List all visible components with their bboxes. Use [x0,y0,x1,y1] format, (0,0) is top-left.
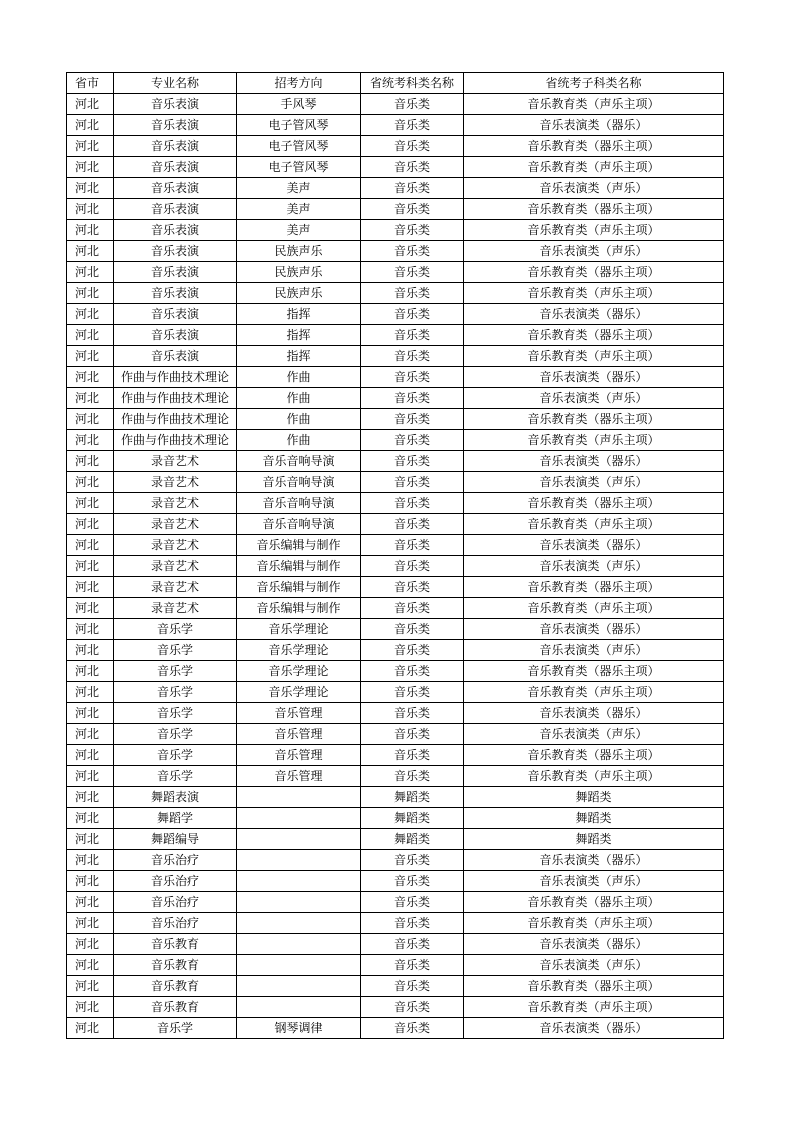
cell-province: 河北 [67,178,114,199]
cell-exam-subcategory: 音乐教育类（声乐主项） [464,157,724,178]
cell-direction: 音乐音响导演 [237,451,361,472]
cell-exam-category: 音乐类 [361,367,464,388]
cell-province: 河北 [67,997,114,1018]
cell-major: 音乐治疗 [114,871,237,892]
cell-exam-category: 音乐类 [361,94,464,115]
table-row [67,997,724,1018]
cell-major: 作曲与作曲技术理论 [114,367,237,388]
cell-exam-subcategory: 音乐表演类（声乐） [464,178,724,199]
table-row [67,94,724,115]
enrollment-table [66,72,724,1039]
cell-direction: 音乐管理 [237,766,361,787]
cell-exam-category: 舞蹈类 [361,808,464,829]
table-row [67,640,724,661]
table-row [67,892,724,913]
table-row [67,304,724,325]
cell-exam-category: 音乐类 [361,115,464,136]
cell-major: 音乐表演 [114,178,237,199]
table-row [67,262,724,283]
cell-province: 河北 [67,346,114,367]
cell-province: 河北 [67,976,114,997]
cell-exam-category: 音乐类 [361,220,464,241]
table-row [67,283,724,304]
cell-province: 河北 [67,94,114,115]
cell-direction: 作曲 [237,430,361,451]
cell-exam-category: 音乐类 [361,619,464,640]
cell-exam-subcategory: 音乐表演类（器乐） [464,535,724,556]
cell-province: 河北 [67,640,114,661]
cell-exam-subcategory: 音乐表演类（声乐） [464,388,724,409]
cell-exam-category: 音乐类 [361,451,464,472]
cell-province: 河北 [67,472,114,493]
table-row [67,556,724,577]
cell-major: 录音艺术 [114,535,237,556]
cell-direction: 作曲 [237,409,361,430]
cell-exam-category: 音乐类 [361,556,464,577]
cell-major: 音乐学 [114,682,237,703]
cell-exam-subcategory: 音乐教育类（声乐主项） [464,766,724,787]
cell-direction: 音乐管理 [237,703,361,724]
cell-province: 河北 [67,556,114,577]
cell-exam-subcategory: 音乐教育类（器乐主项） [464,493,724,514]
table-body [67,94,724,1039]
cell-direction: 民族声乐 [237,241,361,262]
table-row [67,808,724,829]
table-row [67,472,724,493]
cell-exam-category: 音乐类 [361,724,464,745]
cell-direction: 电子管风琴 [237,136,361,157]
table-row [67,1018,724,1039]
cell-major: 舞蹈编导 [114,829,237,850]
cell-exam-subcategory: 音乐教育类（声乐主项） [464,514,724,535]
cell-exam-subcategory: 音乐教育类（器乐主项） [464,745,724,766]
cell-major: 舞蹈学 [114,808,237,829]
cell-exam-subcategory: 音乐教育类（器乐主项） [464,976,724,997]
cell-exam-category: 音乐类 [361,766,464,787]
cell-direction: 音乐学理论 [237,661,361,682]
cell-exam-category: 音乐类 [361,472,464,493]
cell-direction: 作曲 [237,388,361,409]
cell-exam-subcategory: 音乐教育类（器乐主项） [464,577,724,598]
table-row [67,136,724,157]
cell-exam-subcategory: 音乐教育类（声乐主项） [464,220,724,241]
cell-exam-category: 音乐类 [361,325,464,346]
cell-direction [237,913,361,934]
cell-province: 河北 [67,199,114,220]
cell-direction: 指挥 [237,325,361,346]
cell-exam-subcategory: 音乐教育类（器乐主项） [464,136,724,157]
cell-province: 河北 [67,136,114,157]
cell-direction: 音乐编辑与制作 [237,556,361,577]
table-row [67,682,724,703]
cell-exam-category: 音乐类 [361,430,464,451]
cell-province: 河北 [67,535,114,556]
table-row [67,619,724,640]
cell-major: 音乐表演 [114,283,237,304]
cell-direction [237,892,361,913]
cell-direction [237,997,361,1018]
cell-direction: 音乐管理 [237,745,361,766]
table-row [67,430,724,451]
cell-major: 录音艺术 [114,451,237,472]
cell-exam-category: 音乐类 [361,157,464,178]
cell-major: 录音艺术 [114,514,237,535]
cell-major: 音乐表演 [114,94,237,115]
cell-major: 音乐教育 [114,955,237,976]
cell-direction: 美声 [237,178,361,199]
cell-major: 音乐表演 [114,220,237,241]
cell-exam-category: 音乐类 [361,661,464,682]
cell-major: 音乐学 [114,724,237,745]
cell-major: 音乐治疗 [114,892,237,913]
cell-province: 河北 [67,304,114,325]
cell-province: 河北 [67,514,114,535]
cell-direction: 美声 [237,199,361,220]
table-row [67,871,724,892]
cell-direction: 指挥 [237,304,361,325]
cell-province: 河北 [67,451,114,472]
cell-exam-subcategory: 音乐表演类（声乐） [464,556,724,577]
cell-direction [237,976,361,997]
table-row [67,451,724,472]
cell-direction: 音乐编辑与制作 [237,577,361,598]
cell-direction: 电子管风琴 [237,157,361,178]
cell-direction: 民族声乐 [237,262,361,283]
cell-exam-subcategory: 音乐教育类（器乐主项） [464,661,724,682]
cell-direction: 音乐管理 [237,724,361,745]
cell-direction: 手风琴 [237,94,361,115]
header-exam-category: 省统考科类名称 [361,73,464,94]
table-row [67,934,724,955]
cell-direction: 美声 [237,220,361,241]
table-row [67,976,724,997]
cell-exam-subcategory: 音乐教育类（器乐主项） [464,409,724,430]
cell-major: 音乐表演 [114,346,237,367]
cell-province: 河北 [67,409,114,430]
cell-exam-category: 音乐类 [361,682,464,703]
cell-major: 音乐治疗 [114,850,237,871]
cell-direction: 音乐学理论 [237,640,361,661]
cell-exam-subcategory: 音乐表演类（器乐） [464,703,724,724]
table-row [67,850,724,871]
cell-exam-subcategory: 音乐表演类（器乐） [464,934,724,955]
cell-major: 音乐教育 [114,997,237,1018]
table-row [67,913,724,934]
cell-exam-category: 音乐类 [361,976,464,997]
cell-direction: 音乐编辑与制作 [237,598,361,619]
cell-direction [237,787,361,808]
cell-exam-subcategory: 音乐教育类（器乐主项） [464,262,724,283]
cell-exam-subcategory: 音乐教育类（声乐主项） [464,430,724,451]
cell-exam-category: 音乐类 [361,745,464,766]
cell-exam-subcategory: 音乐表演类（器乐） [464,1018,724,1039]
cell-major: 音乐学 [114,766,237,787]
cell-province: 河北 [67,766,114,787]
cell-exam-category: 音乐类 [361,913,464,934]
cell-province: 河北 [67,745,114,766]
cell-province: 河北 [67,241,114,262]
table-row [67,955,724,976]
cell-exam-category: 音乐类 [361,199,464,220]
table-row [67,220,724,241]
cell-major: 音乐学 [114,703,237,724]
cell-direction [237,871,361,892]
cell-province: 河北 [67,934,114,955]
table-row [67,388,724,409]
table-row [67,577,724,598]
cell-major: 音乐学 [114,640,237,661]
cell-exam-subcategory: 音乐表演类（声乐） [464,871,724,892]
table-row [67,535,724,556]
cell-major: 音乐表演 [114,241,237,262]
cell-exam-category: 音乐类 [361,346,464,367]
cell-province: 河北 [67,262,114,283]
cell-province: 河北 [67,325,114,346]
cell-exam-category: 音乐类 [361,892,464,913]
cell-major: 作曲与作曲技术理论 [114,388,237,409]
header-province: 省市 [67,73,114,94]
cell-major: 音乐表演 [114,304,237,325]
cell-major: 音乐教育 [114,934,237,955]
cell-exam-subcategory: 音乐表演类（器乐） [464,451,724,472]
cell-province: 河北 [67,430,114,451]
cell-exam-subcategory: 音乐教育类（声乐主项） [464,346,724,367]
cell-exam-subcategory: 音乐教育类（声乐主项） [464,913,724,934]
cell-exam-subcategory: 音乐教育类（器乐主项） [464,892,724,913]
cell-direction: 钢琴调律 [237,1018,361,1039]
cell-direction [237,808,361,829]
cell-major: 音乐表演 [114,115,237,136]
cell-major: 作曲与作曲技术理论 [114,430,237,451]
table-row [67,115,724,136]
cell-province: 河北 [67,115,114,136]
cell-major: 音乐表演 [114,157,237,178]
cell-exam-category: 音乐类 [361,409,464,430]
table-row [67,325,724,346]
table-row [67,598,724,619]
table-row [67,199,724,220]
cell-exam-subcategory: 音乐表演类（器乐） [464,304,724,325]
header-direction: 招考方向 [237,73,361,94]
cell-province: 河北 [67,367,114,388]
cell-province: 河北 [67,157,114,178]
cell-exam-category: 音乐类 [361,955,464,976]
cell-province: 河北 [67,871,114,892]
cell-direction [237,850,361,871]
cell-major: 音乐表演 [114,325,237,346]
cell-direction: 音乐音响导演 [237,514,361,535]
cell-major: 舞蹈表演 [114,787,237,808]
cell-major: 音乐表演 [114,136,237,157]
cell-exam-subcategory: 音乐教育类（器乐主项） [464,325,724,346]
cell-exam-subcategory: 舞蹈类 [464,808,724,829]
cell-major: 音乐教育 [114,976,237,997]
table-row [67,493,724,514]
cell-exam-subcategory: 音乐教育类（声乐主项） [464,997,724,1018]
cell-direction [237,829,361,850]
cell-direction: 音乐编辑与制作 [237,535,361,556]
cell-exam-subcategory: 音乐表演类（器乐） [464,115,724,136]
cell-exam-category: 音乐类 [361,283,464,304]
cell-exam-category: 音乐类 [361,997,464,1018]
cell-exam-category: 音乐类 [361,241,464,262]
table-row [67,157,724,178]
cell-province: 河北 [67,493,114,514]
cell-province: 河北 [67,220,114,241]
cell-exam-category: 音乐类 [361,703,464,724]
cell-major: 音乐学 [114,1018,237,1039]
cell-province: 河北 [67,661,114,682]
cell-major: 音乐学 [114,661,237,682]
cell-major: 音乐学 [114,619,237,640]
table-row [67,703,724,724]
table-row [67,346,724,367]
cell-province: 河北 [67,1018,114,1039]
cell-province: 河北 [67,787,114,808]
cell-exam-category: 音乐类 [361,871,464,892]
cell-exam-category: 音乐类 [361,514,464,535]
cell-province: 河北 [67,682,114,703]
cell-direction: 音乐学理论 [237,619,361,640]
cell-exam-category: 舞蹈类 [361,829,464,850]
cell-province: 河北 [67,850,114,871]
cell-major: 音乐表演 [114,262,237,283]
cell-exam-subcategory: 音乐教育类（器乐主项） [464,199,724,220]
cell-exam-subcategory: 音乐表演类（声乐） [464,640,724,661]
cell-exam-category: 音乐类 [361,850,464,871]
table-row [67,724,724,745]
cell-exam-category: 舞蹈类 [361,787,464,808]
table-row [67,178,724,199]
cell-major: 音乐表演 [114,199,237,220]
cell-direction: 民族声乐 [237,283,361,304]
cell-direction [237,955,361,976]
header-exam-subcategory: 省统考子科类名称 [464,73,724,94]
cell-exam-category: 音乐类 [361,178,464,199]
cell-province: 河北 [67,703,114,724]
cell-exam-category: 音乐类 [361,136,464,157]
cell-direction: 音乐学理论 [237,682,361,703]
cell-exam-subcategory: 音乐表演类（器乐） [464,367,724,388]
cell-direction [237,934,361,955]
cell-province: 河北 [67,913,114,934]
table-row [67,787,724,808]
cell-exam-subcategory: 舞蹈类 [464,829,724,850]
cell-exam-subcategory: 音乐表演类（声乐） [464,955,724,976]
cell-province: 河北 [67,955,114,976]
cell-exam-category: 音乐类 [361,1018,464,1039]
cell-exam-category: 音乐类 [361,577,464,598]
cell-exam-category: 音乐类 [361,493,464,514]
cell-exam-category: 音乐类 [361,262,464,283]
cell-exam-category: 音乐类 [361,535,464,556]
cell-province: 河北 [67,283,114,304]
cell-direction: 指挥 [237,346,361,367]
table-row [67,367,724,388]
cell-province: 河北 [67,892,114,913]
cell-exam-category: 音乐类 [361,598,464,619]
table-row [67,241,724,262]
cell-province: 河北 [67,388,114,409]
cell-major: 音乐治疗 [114,913,237,934]
cell-exam-subcategory: 音乐教育类（声乐主项） [464,283,724,304]
table-row [67,514,724,535]
cell-major: 录音艺术 [114,556,237,577]
table-row [67,745,724,766]
cell-major: 音乐学 [114,745,237,766]
cell-exam-subcategory: 舞蹈类 [464,787,724,808]
cell-major: 录音艺术 [114,577,237,598]
cell-exam-category: 音乐类 [361,304,464,325]
table-header-row [67,73,724,94]
cell-exam-subcategory: 音乐表演类（器乐） [464,619,724,640]
cell-direction: 音乐音响导演 [237,472,361,493]
table-row [67,829,724,850]
cell-province: 河北 [67,598,114,619]
cell-major: 录音艺术 [114,598,237,619]
table-row [67,409,724,430]
cell-exam-subcategory: 音乐教育类（声乐主项） [464,682,724,703]
cell-province: 河北 [67,808,114,829]
cell-province: 河北 [67,577,114,598]
header-major: 专业名称 [114,73,237,94]
cell-major: 作曲与作曲技术理论 [114,409,237,430]
cell-province: 河北 [67,724,114,745]
cell-major: 录音艺术 [114,472,237,493]
cell-exam-subcategory: 音乐表演类（声乐） [464,241,724,262]
cell-exam-subcategory: 音乐教育类（声乐主项） [464,598,724,619]
cell-province: 河北 [67,829,114,850]
cell-exam-category: 音乐类 [361,640,464,661]
cell-exam-subcategory: 音乐表演类（声乐） [464,472,724,493]
table-row [67,766,724,787]
cell-direction: 作曲 [237,367,361,388]
table-row [67,661,724,682]
cell-direction: 音乐音响导演 [237,493,361,514]
cell-major: 录音艺术 [114,493,237,514]
cell-exam-subcategory: 音乐表演类（器乐） [464,850,724,871]
cell-province: 河北 [67,619,114,640]
cell-exam-category: 音乐类 [361,388,464,409]
cell-direction: 电子管风琴 [237,115,361,136]
cell-exam-category: 音乐类 [361,934,464,955]
cell-exam-subcategory: 音乐表演类（声乐） [464,724,724,745]
cell-exam-subcategory: 音乐教育类（声乐主项） [464,94,724,115]
